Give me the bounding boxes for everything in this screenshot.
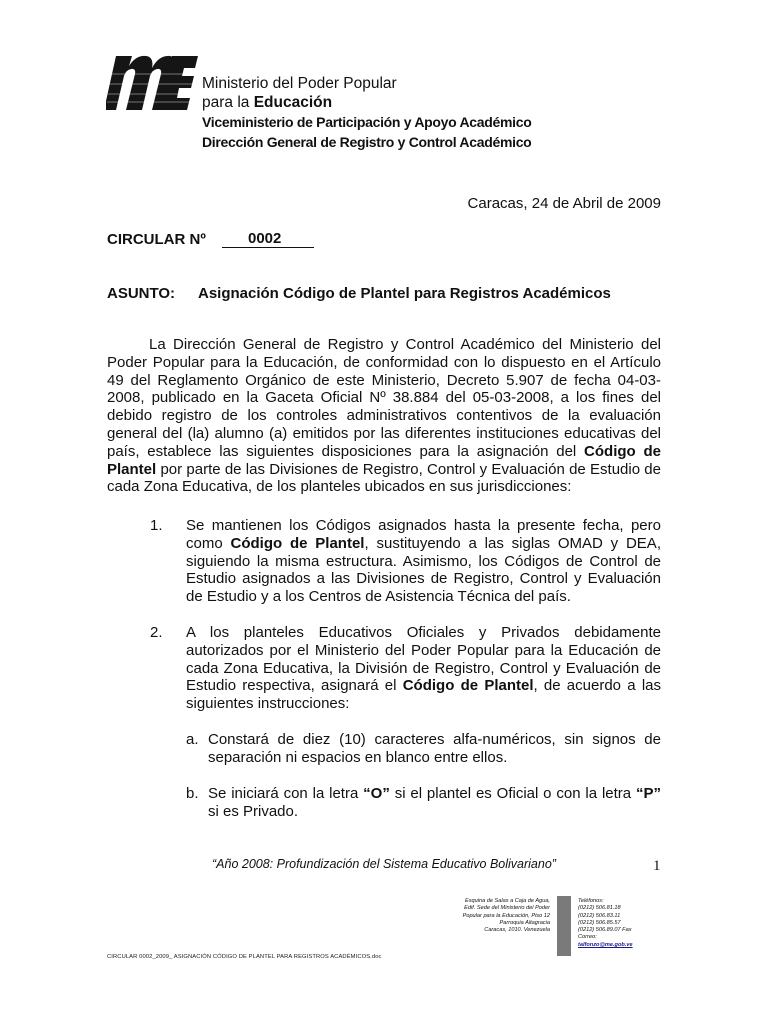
- address-line: Parroquia Altagracia: [499, 919, 550, 926]
- letterhead-direction: Dirección General de Registro y Control Académico: [202, 134, 532, 150]
- circular-number: 0002: [222, 231, 314, 248]
- item-paragraph: [186, 517, 661, 606]
- item-bold: Código de Plantel: [402, 677, 534, 695]
- phone-line: Teléfonos:: [578, 898, 604, 904]
- address-line: Caracas, 1010. Venezuela: [484, 927, 550, 934]
- letterhead-education-prefix: para la: [202, 94, 254, 111]
- letterhead-education-bold: Educación: [253, 94, 333, 111]
- subitem-paragraph: [208, 785, 661, 821]
- subitem-text-3: si es Privado.: [208, 802, 299, 820]
- subitem-paragraph: Constará de diez (10) caracteres alfa-numéricos, sin signos de separación ni espacios en blanco entre ellos.: [208, 731, 661, 766]
- item-bold: Código de Plantel: [230, 534, 365, 552]
- item-number: 2.: [150, 624, 163, 641]
- email-link[interactable]: talfonzo@me.gob.ve: [578, 941, 633, 948]
- subitem-letter: a.: [186, 731, 199, 748]
- item-text-2: , de acuerdo a las siguientes instrucciones:: [186, 677, 661, 713]
- phone-line: Correo:: [578, 934, 597, 941]
- circular-label: CIRCULAR Nº: [107, 231, 206, 248]
- phone-line: (0212) 506.83.11: [578, 912, 621, 919]
- subitem-bold-2: “P”: [635, 785, 661, 802]
- intro-text-1: La Dirección General de Registro y Control Académico del Ministerio del Poder Popular para la Educación, de conformidad con lo dispuesto en el Artículo 49 del Reglamento Orgánico de este Ministerio, Decreto 5.907 de fecha 04-03-2008, publicado en la Gaceta Oficial Nº 38.884 del 05-03-2008, a los fines del debido registro de los controles administrativos contentivos de la evaluación general del (la) alumno (a) emitidos por las diferentes instituciones educativas del país, establece las siguientes disposiciones para la asignación del: [107, 336, 661, 460]
- subject-label: ASUNTO:: [107, 285, 176, 302]
- document-filename: CIRCULAR 0002_2009_ ASIGNACIÓN CÓDIGO DE PLANTEL PARA REGISTROS ACADÉMICOS.doc: [107, 954, 382, 960]
- intro-bold: Código de Plantel: [107, 442, 661, 478]
- page-number: 1: [653, 858, 661, 874]
- item-text-1: A los planteles Educativos Oficiales y Privados debidamente autorizados por el Ministerio del Poder Popular para la Educación de cada Zona Educativa, la División de Registro, Control y Evaluación de Estudio respectiva, asignará el: [186, 624, 661, 695]
- letterhead-ministry: Ministerio del Poder Popular: [202, 75, 397, 92]
- phone-line: (0212) 506.81.18: [578, 905, 621, 912]
- subitem-text-2: si el plantel es Oficial o con la letra: [389, 785, 636, 802]
- phone-line: (0212) 506.85.57: [578, 919, 621, 926]
- footer-slogan: “Año 2008: Profundización del Sistema Educativo Bolivariano”: [212, 857, 556, 871]
- subject-text: Asignación Código de Plantel para Registros Académicos: [198, 285, 611, 302]
- item-paragraph: [186, 624, 661, 713]
- letterhead-education: [202, 94, 332, 112]
- subitem-text-1: Se iniciará con la letra: [208, 785, 364, 802]
- address-line: Edif. Sede del Ministerio del Poder: [464, 905, 550, 912]
- intro-paragraph: [107, 336, 661, 496]
- address-line: Popular para la Educación, Piso 12: [462, 912, 550, 919]
- footer-address: [440, 898, 550, 934]
- footer-divider-bar: [557, 896, 571, 956]
- letterhead-viceministry: Viceministerio de Participación y Apoyo Académico: [202, 114, 532, 130]
- ministry-logo: [106, 44, 198, 124]
- item-number: 1.: [150, 517, 163, 534]
- intro-text-2: por parte de las Divisiones de Registro, Control y Evaluación de Estudio de cada Zona Educativa, de los planteles ubicados en sus jurisdicciones:: [107, 460, 661, 496]
- item-text-1: Se mantienen los Códigos asignados hasta la presente fecha, pero como: [186, 517, 661, 552]
- subitem-letter: b.: [186, 785, 199, 802]
- subitem-bold-1: “O”: [363, 785, 390, 802]
- address-line: Esquina de Salas a Caja de Agua,: [464, 898, 550, 904]
- item-text-2: , sustituyendo a las siglas OMAD y DEA, siguiendo la misma estructura. Asimismo, los Códigos de Control de Estudio asignados a las Divisiones de Registro, Control y Evaluación de Estudio y a los Centros de Asistencia Técnica del país.: [186, 534, 661, 606]
- phone-line: (0212) 506.89.07 Fax: [578, 927, 632, 934]
- document-date: Caracas, 24 de Abril de 2009: [467, 195, 661, 212]
- footer-contact: [578, 898, 633, 949]
